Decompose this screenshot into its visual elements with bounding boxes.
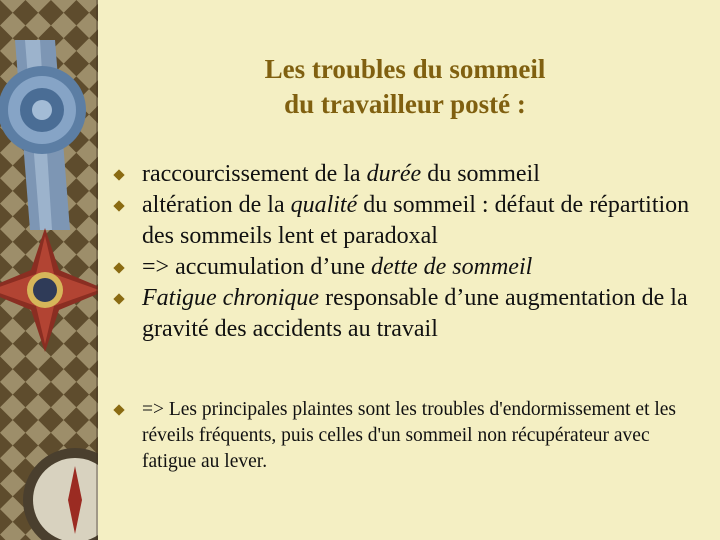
- diamond-bullet-icon: [113, 262, 124, 273]
- title-line-2: du travailleur posté :: [284, 89, 526, 119]
- bullet-text: => accumulation d’une: [142, 254, 371, 280]
- bullet-emphasis: qualité: [290, 192, 358, 218]
- bullet-item: [110, 159, 700, 190]
- bullet-emphasis: dette de sommeil: [371, 254, 533, 280]
- bullet-text: du sommeil : défaut de répartition des sommeils lent et paradoxal: [142, 192, 690, 249]
- diamond-bullet-icon: [113, 293, 124, 304]
- bullet-text: du sommeil: [421, 161, 540, 187]
- bullet-list: [110, 159, 700, 345]
- bullet-text: altération de la: [142, 192, 291, 218]
- bullet-text: raccourcissement de la: [142, 161, 367, 187]
- bullet-item: [110, 283, 700, 345]
- bullet-text: responsable d’une augmentation de la gravité des accidents au travail: [142, 285, 688, 342]
- diamond-bullet-icon: [113, 200, 124, 211]
- slide-title: [140, 52, 670, 122]
- bullet-item: [110, 252, 700, 283]
- note-text: => Les principales plaintes sont les troubles d'endormissement et les réveils fréquents, puis celles d'un sommeil non récupérateur avec fatigue au lever.: [142, 399, 677, 472]
- title-line-1: Les troubles du sommeil: [264, 54, 546, 84]
- bullet-emphasis: Fatigue chronique: [142, 285, 320, 311]
- diamond-bullet-icon: [113, 404, 124, 415]
- note-item: [110, 397, 700, 475]
- diamond-bullet-icon: [113, 169, 124, 180]
- bullet-emphasis: durée: [366, 161, 422, 187]
- bullet-item: [110, 190, 700, 252]
- note-list: [110, 397, 700, 475]
